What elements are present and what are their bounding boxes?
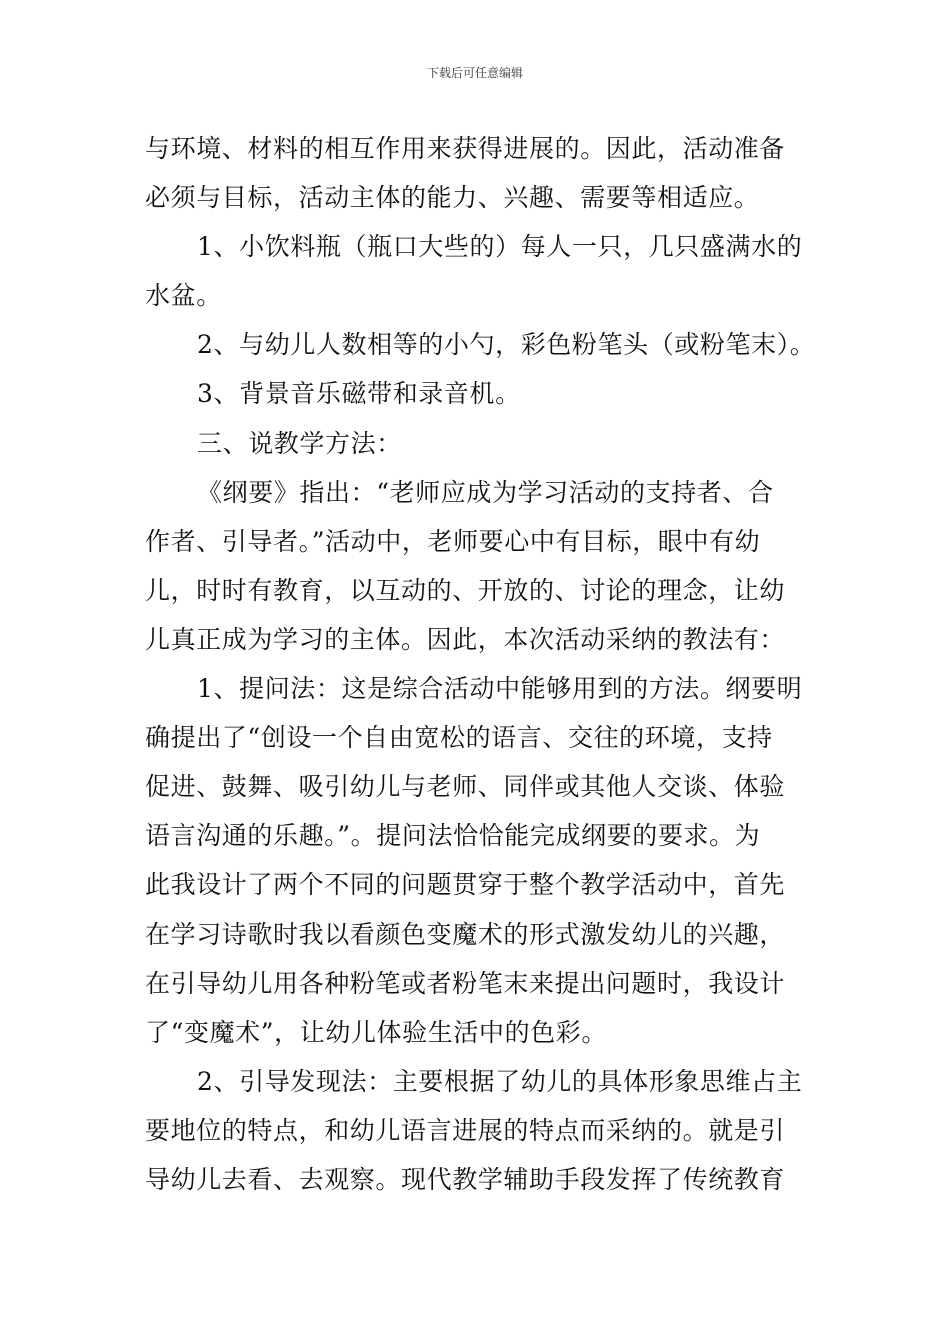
text-line: 2、与幼儿人数相等的小勺，彩色粉笔头（或粉笔末）。 [197, 330, 816, 360]
text-line: 确提出了“创设一个自由宽松的语言、交往的环境，支持 [145, 723, 773, 753]
text-line: 3、背景音乐磁带和录音机。 [197, 379, 521, 409]
text-line: 水盆。 [145, 281, 222, 311]
document-body [145, 124, 816, 1204]
text-line: 语言沟通的乐趣。”。提问法恰恰能完成纲要的要求。为 [145, 821, 761, 851]
section-heading: 三、说教学方法： [197, 428, 402, 458]
text-line: 必须与目标，活动主体的能力、兴趣、需要等相适应。 [145, 183, 760, 213]
text-line: 在学习诗歌时我以看颜色变魔术的形式激发幼儿的兴趣， [145, 919, 786, 949]
text-line: 与环境、材料的相互作用来获得进展的。因此，活动准备 [145, 134, 786, 163]
text-line: 在引导幼儿用各种粉笔或者粉笔末来提出问题时，我设计 [145, 968, 786, 998]
text-line: 了“变魔术”，让幼儿体验生活中的色彩。 [145, 1017, 607, 1047]
text-line: 导幼儿去看、去观察。现代教学辅助手段发挥了传统教育 [145, 1164, 786, 1194]
page-header-note: 下载后可任意编辑 [426, 66, 523, 80]
text-line: 1、小饮料瓶（瓶口大些的）每人一只，几只盛满水的 [197, 232, 803, 262]
text-line: 作者、引导者。”活动中，老师要心中有目标，眼中有幼 [145, 526, 761, 556]
text-line: 要地位的特点，和幼儿语言进展的特点而采纳的。就是引 [145, 1115, 786, 1145]
text-line: 2、引导发现法：主要根据了幼儿的具体形象思维占主 [197, 1066, 803, 1096]
text-line: 儿真正成为学习的主体。因此，本次活动采纳的教法有： [145, 624, 786, 654]
text-line: 1、提问法：这是综合活动中能够用到的方法。纲要明 [197, 674, 803, 704]
text-line: 儿，时时有教育，以互动的、开放的、讨论的理念，让幼 [145, 575, 786, 605]
text-line: 《纲要》指出：“老师应成为学习活动的支持者、合 [197, 477, 774, 507]
text-line: 促进、鼓舞、吸引幼儿与老师、同伴或其他人交谈、体验 [145, 772, 786, 802]
text-line: 此我设计了两个不同的问题贯穿于整个教学活动中，首先 [145, 870, 786, 900]
